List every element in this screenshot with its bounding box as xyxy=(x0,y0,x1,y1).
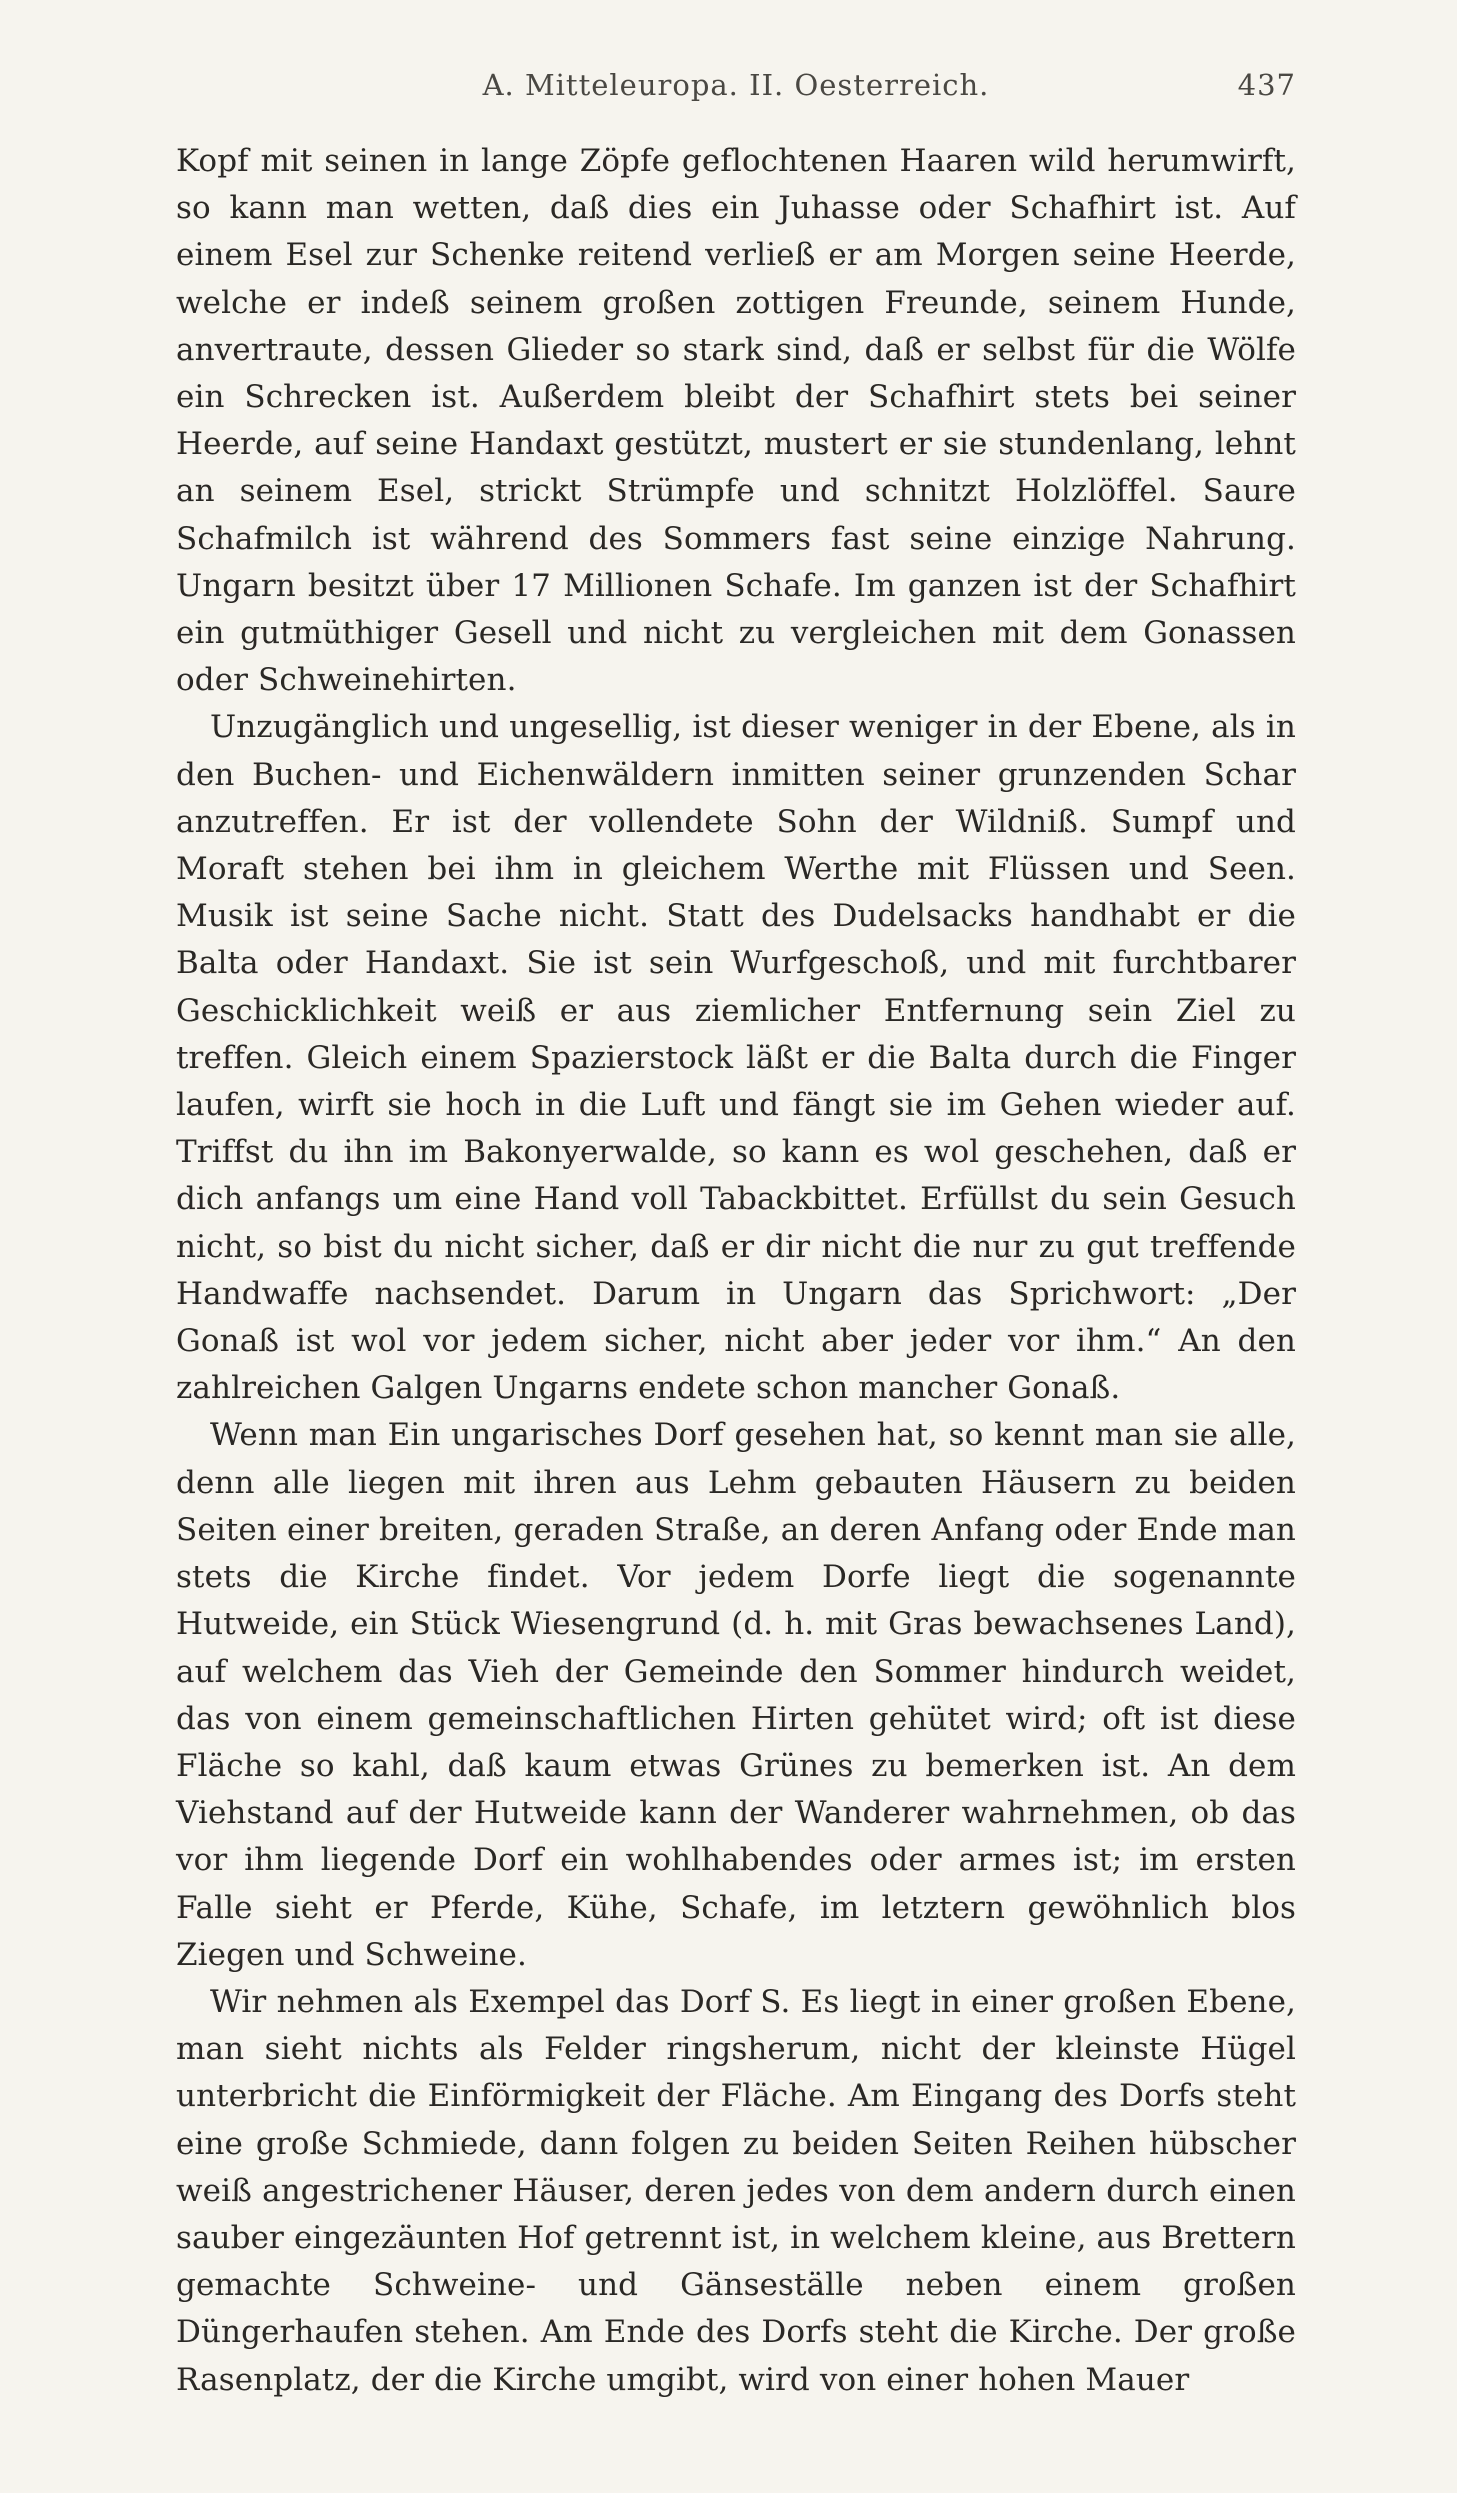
book-page xyxy=(176,60,1296,2460)
paragraph-2: Unzugänglich und ungesellig, ist dieser weniger in der Ebene, als in den Buchen- und Eichenwäldern inmitten seiner grunzenden Schar anzutreffen. Er ist der vollendete Sohn der Wildniß. Sumpf und Moraft stehen bei ihm in gleichem Werthe mit Flüssen und Seen. Musik ist seine Sache nicht. Statt des Dudelsacks handhabt er die Balta oder Handaxt. Sie ist sein Wurfgeschoß, und mit furchtbarer Geschicklichkeit weiß er aus ziemlicher Entfernung sein Ziel zu treffen. Gleich einem Spazierstock läßt er die Balta durch die Finger laufen, wirft sie hoch in die Luft und fängt sie im Gehen wieder auf. Triffst du ihn im Bakonyerwalde, so kann es wol geschehen, daß er dich anfangs um eine Hand voll Tabackbittet. Erfüllst du sein Gesuch nicht, so bist du nicht sicher, daß er dir nicht die nur zu gut treffende Handwaffe nachsendet. Darum in Ungarn das Sprichwort: „Der Gonaß ist wol vor jedem sicher, nicht aber jeder vor ihm.“ An den zahlreichen Galgen Ungarns endete schon mancher Gonaß. xyxy=(176,709,1296,1407)
page-header xyxy=(176,60,1296,120)
paragraph-3: Wenn man Ein ungarisches Dorf gesehen hat, so kennt man sie alle, denn alle liegen mit ihren aus Lehm gebauten Häusern zu beiden Seiten einer breiten, geraden Straße, an deren Anfang oder Ende man stets die Kirche findet. Vor jedem Dorfe liegt die sogenannte Hutweide, ein Stück Wiesengrund (d. h. mit Gras bewachsenes Land), auf welchem das Vieh der Gemeinde den Sommer hindurch weidet, das von einem gemeinschaftlichen Hirten gehütet wird; oft ist diese Fläche so kahl, daß kaum etwas Grünes zu bemerken ist. An dem Viehstand auf der Hutweide kann der Wanderer wahrnehmen, ob das vor ihm liegende Dorf ein wohlhabendes oder armes ist; im ersten Falle sieht er Pferde, Kühe, Schafe, im letztern gewöhnlich blos Ziegen und Schweine. xyxy=(176,1417,1296,1973)
paragraph-1: Kopf mit seinen in lange Zöpfe geflochtenen Haaren wild herumwirft, so kann man wetten, daß dies ein Juhasse oder Schafhirt ist. Auf einem Esel zur Schenke reitend verließ er am Morgen seine Heerde, welche er indeß seinem großen zottigen Freunde, seinem Hunde, anvertraute, dessen Glieder so stark sind, daß er selbst für die Wölfe ein Schrecken ist. Außerdem bleibt der Schafhirt stets bei seiner Heerde, auf seine Handaxt gestützt, mustert er sie stundenlang, lehnt an seinem Esel, strickt Strümpfe und schnitzt Holzlöffel. Saure Schafmilch ist während des Sommers fast seine einzige Nahrung. Ungarn besitzt über 17 Millionen Schafe. Im ganzen ist der Schafhirt ein gutmüthiger Gesell und nicht zu vergleichen mit dem Gonassen oder Schweinehirten. xyxy=(176,143,1296,699)
page-number: 437 xyxy=(1237,68,1296,102)
running-title: A. Mitteleuropa. II. Oesterreich. xyxy=(482,68,990,102)
paragraph-4: Wir nehmen als Exempel das Dorf S. Es liegt in einer großen Ebene, man sieht nichts als Felder ringsherum, nicht der kleinste Hügel unterbricht die Einförmigkeit der Fläche. Am Eingang des Dorfs steht eine große Schmiede, dann folgen zu beiden Seiten Reihen hübscher weiß angestrichener Häuser, deren jedes von dem andern durch einen sauber eingezäunten Hof getrennt ist, in welchem kleine, aus Brettern gemachte Schweine- und Gänseställe neben einem großen Düngerhaufen stehen. Am Ende des Dorfs steht die Kirche. Der große Rasenplatz, der die Kirche umgibt, wird von einer hohen Mauer xyxy=(176,1983,1296,2398)
body-text xyxy=(176,138,1296,2404)
